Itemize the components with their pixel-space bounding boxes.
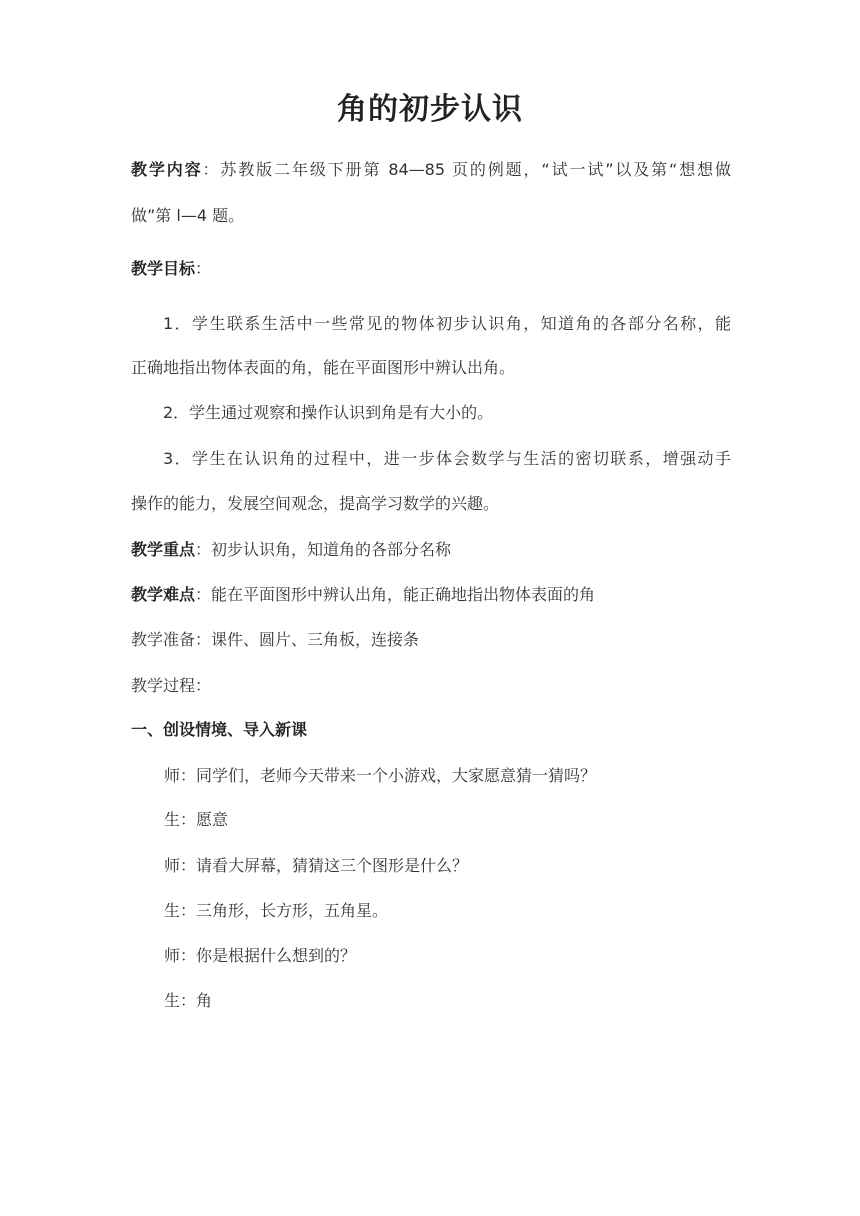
objective-1-line-2: 正确地指出物体表面的角，能在平面图形中辨认出角。 — [131, 358, 516, 377]
objective-2: 2．学生通过观察和操作认识到角是有大小的。 — [163, 403, 494, 422]
teaching-content-line-2: 做”第 l—4 题。 — [131, 206, 245, 225]
key-point-text: 初步认识角，知道角的各部分名称 — [211, 540, 452, 559]
difficulty — [131, 583, 731, 607]
difficulty-text: 能在平面图形中辨认出角，能正确地指出物体表面的角 — [211, 585, 596, 604]
key-point — [131, 538, 731, 562]
teaching-objectives-heading — [131, 257, 731, 281]
difficulty-sep: ： — [195, 585, 212, 604]
dialogue-line: 师：你是根据什么想到的？ — [164, 946, 357, 965]
teaching-objectives-sep: ： — [195, 259, 212, 278]
teaching-content-sep: ： — [202, 160, 221, 179]
teaching-content-line-1 — [131, 158, 731, 182]
objective-3-line-1: 3．学生在认识角的过程中，进一步体会数学与生活的密切联系，增强动手 — [163, 449, 731, 468]
dialogue-line: 生：角 — [164, 991, 213, 1010]
dialogue-line: 师：请看大屏幕，猜猜这三个图形是什么？ — [164, 856, 469, 875]
key-point-label: 教学重点 — [131, 540, 196, 559]
dialogue-line: 生：愿意 — [164, 810, 229, 829]
section-1-heading: 一、创设情境、导入新课 — [131, 720, 308, 739]
teaching-preparation: 教学准备：课件、圆片、三角板，连接条 — [131, 630, 420, 649]
document-title: 角的初步认识 — [337, 92, 523, 127]
teaching-content-label: 教学内容 — [131, 160, 203, 179]
dialogue-line: 生：三角形，长方形，五角星。 — [164, 901, 389, 920]
objective-3-line-2: 操作的能力，发展空间观念，提高学习数学的兴趣。 — [131, 494, 500, 513]
teaching-process-heading: 教学过程： — [131, 676, 212, 695]
difficulty-label: 教学难点 — [131, 585, 196, 604]
dialogue-line: 师：同学们，老师今天带来一个小游戏，大家愿意猜一猜吗？ — [164, 766, 597, 785]
teaching-content-text: 苏教版二年级下册第 84—85 页的例题，“试一试”以及第“想想做 — [220, 160, 731, 179]
teaching-objectives-label: 教学目标 — [131, 259, 196, 278]
objective-1-line-1: 1．学生联系生活中一些常见的物体初步认识角，知道角的各部分名称，能 — [163, 314, 731, 333]
key-point-sep: ： — [195, 540, 212, 559]
